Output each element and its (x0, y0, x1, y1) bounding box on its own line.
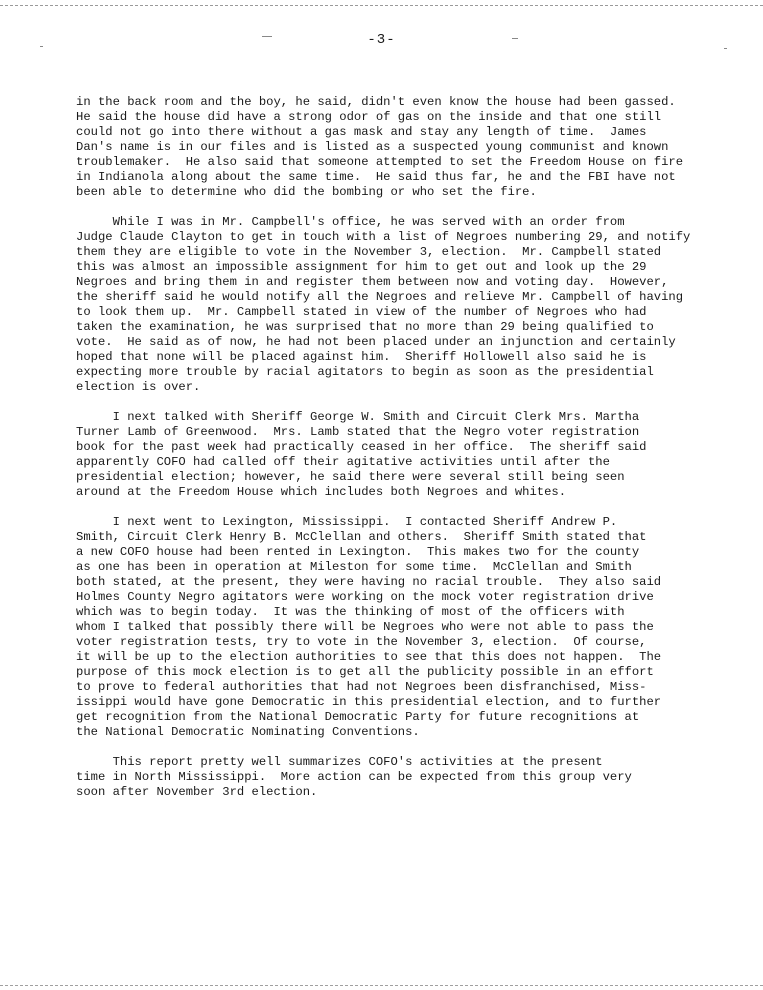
text-line: them they are eligible to vote in the November 3, election. Mr. Campbell stated (76, 245, 662, 259)
text-line: He said the house did have a strong odor of gas on the inside and that one still (76, 110, 662, 124)
text-line: taken the examination, he was surprised that no more than 29 being qualified to (76, 320, 654, 334)
text-line: hoped that none will be placed against him. Sheriff Hollowell also said he is (76, 350, 647, 364)
text-line: I next talked with Sheriff George W. Smith and Circuit Clerk Mrs. Martha (76, 410, 640, 424)
text-line: Smith, Circuit Clerk Henry B. McClellan and others. Sheriff Smith stated that (76, 530, 647, 544)
page-top-edge (0, 0, 763, 6)
text-line: as one has been in operation at Mileston for some time. McClellan and Smith (76, 560, 632, 574)
text-line: around at the Freedom House which includes both Negroes and whites. (76, 485, 567, 499)
text-line: voter registration tests, try to vote in the November 3, election. Of course, (76, 635, 647, 649)
text-line: presidential election; however, he said there were several still being seen (76, 470, 625, 484)
text-line: whom I talked that possibly there will be Negroes who were not able to pass the (76, 620, 654, 634)
paragraph-3 (76, 410, 716, 500)
text-line: a new COFO house had been rented in Lexington. This makes two for the county (76, 545, 640, 559)
text-line: book for the past week had practically ceased in her office. The sheriff said (76, 440, 647, 454)
text-line: get recognition from the National Democratic Party for future recognitions at (76, 710, 640, 724)
text-line: I next went to Lexington, Mississippi. I contacted Sheriff Andrew P. (76, 515, 618, 529)
text-line: Holmes County Negro agitators were working on the mock voter registration drive (76, 590, 654, 604)
text-line: This report pretty well summarizes COFO's activities at the present (76, 755, 603, 769)
text-line: in Indianola along about the same time. He said thus far, he and the FBI have not (76, 170, 676, 184)
paragraph-5 (76, 755, 716, 800)
text-line: which was to begin today. It was the thinking of most of the officers with (76, 605, 625, 619)
text-line: Turner Lamb of Greenwood. Mrs. Lamb stated that the Negro voter registration (76, 425, 640, 439)
text-line: soon after November 3rd election. (76, 785, 318, 799)
scan-speck (724, 48, 727, 49)
text-line: election is over. (76, 380, 201, 394)
text-line: troublemaker. He also said that someone attempted to set the Freedom House on fire (76, 155, 684, 169)
text-line: purpose of this mock election is to get all the publicity possible in an effort (76, 665, 654, 679)
text-line: could not go into there without a gas mask and stay any length of time. James (76, 125, 647, 139)
paragraph-1 (76, 95, 716, 200)
text-line: been able to determine who did the bombing or who set the fire. (76, 185, 537, 199)
text-line: in the back room and the boy, he said, didn't even know the house had been gassed. (76, 95, 676, 109)
document-body (76, 95, 716, 815)
text-line: vote. He said as of now, he had not been placed under an injunction and certainly (76, 335, 676, 349)
text-line: both stated, at the present, they were having no racial trouble. They also said (76, 575, 662, 589)
text-line: apparently COFO had called off their agitative activities until after the (76, 455, 610, 469)
paragraph-4 (76, 515, 716, 740)
text-line: to look them up. Mr. Campbell stated in view of the number of Negroes who had (76, 305, 647, 319)
text-line: time in North Mississippi. More action can be expected from this group very (76, 770, 632, 784)
text-line: Judge Claude Clayton to get in touch with a list of Negroes numbering 29, and notify (76, 230, 691, 244)
text-line: it will be up to the election authorities to see that this does not happen. The (76, 650, 662, 664)
text-line: the National Democratic Nominating Conventions. (76, 725, 420, 739)
text-line: issippi would have gone Democratic in this presidential election, and to further (76, 695, 662, 709)
text-line: Dan's name is in our files and is listed as a suspected young communist and known (76, 140, 669, 154)
page-number: -3- (367, 32, 396, 48)
text-line: this was almost an impossible assignment for him to get out and look up the 29 (76, 260, 647, 274)
text-line: While I was in Mr. Campbell's office, he was served with an order from (76, 215, 625, 229)
text-line: to prove to federal authorities that had not Negroes been disfranchised, Miss- (76, 680, 647, 694)
page-bottom-edge (0, 985, 763, 986)
text-line: expecting more trouble by racial agitators to begin as soon as the presidential (76, 365, 654, 379)
paragraph-2 (76, 215, 716, 395)
text-line: Negroes and bring them in and register them between now and voting day. However, (76, 275, 669, 289)
text-line: the sheriff said he would notify all the Negroes and relieve Mr. Campbell of having (76, 290, 684, 304)
